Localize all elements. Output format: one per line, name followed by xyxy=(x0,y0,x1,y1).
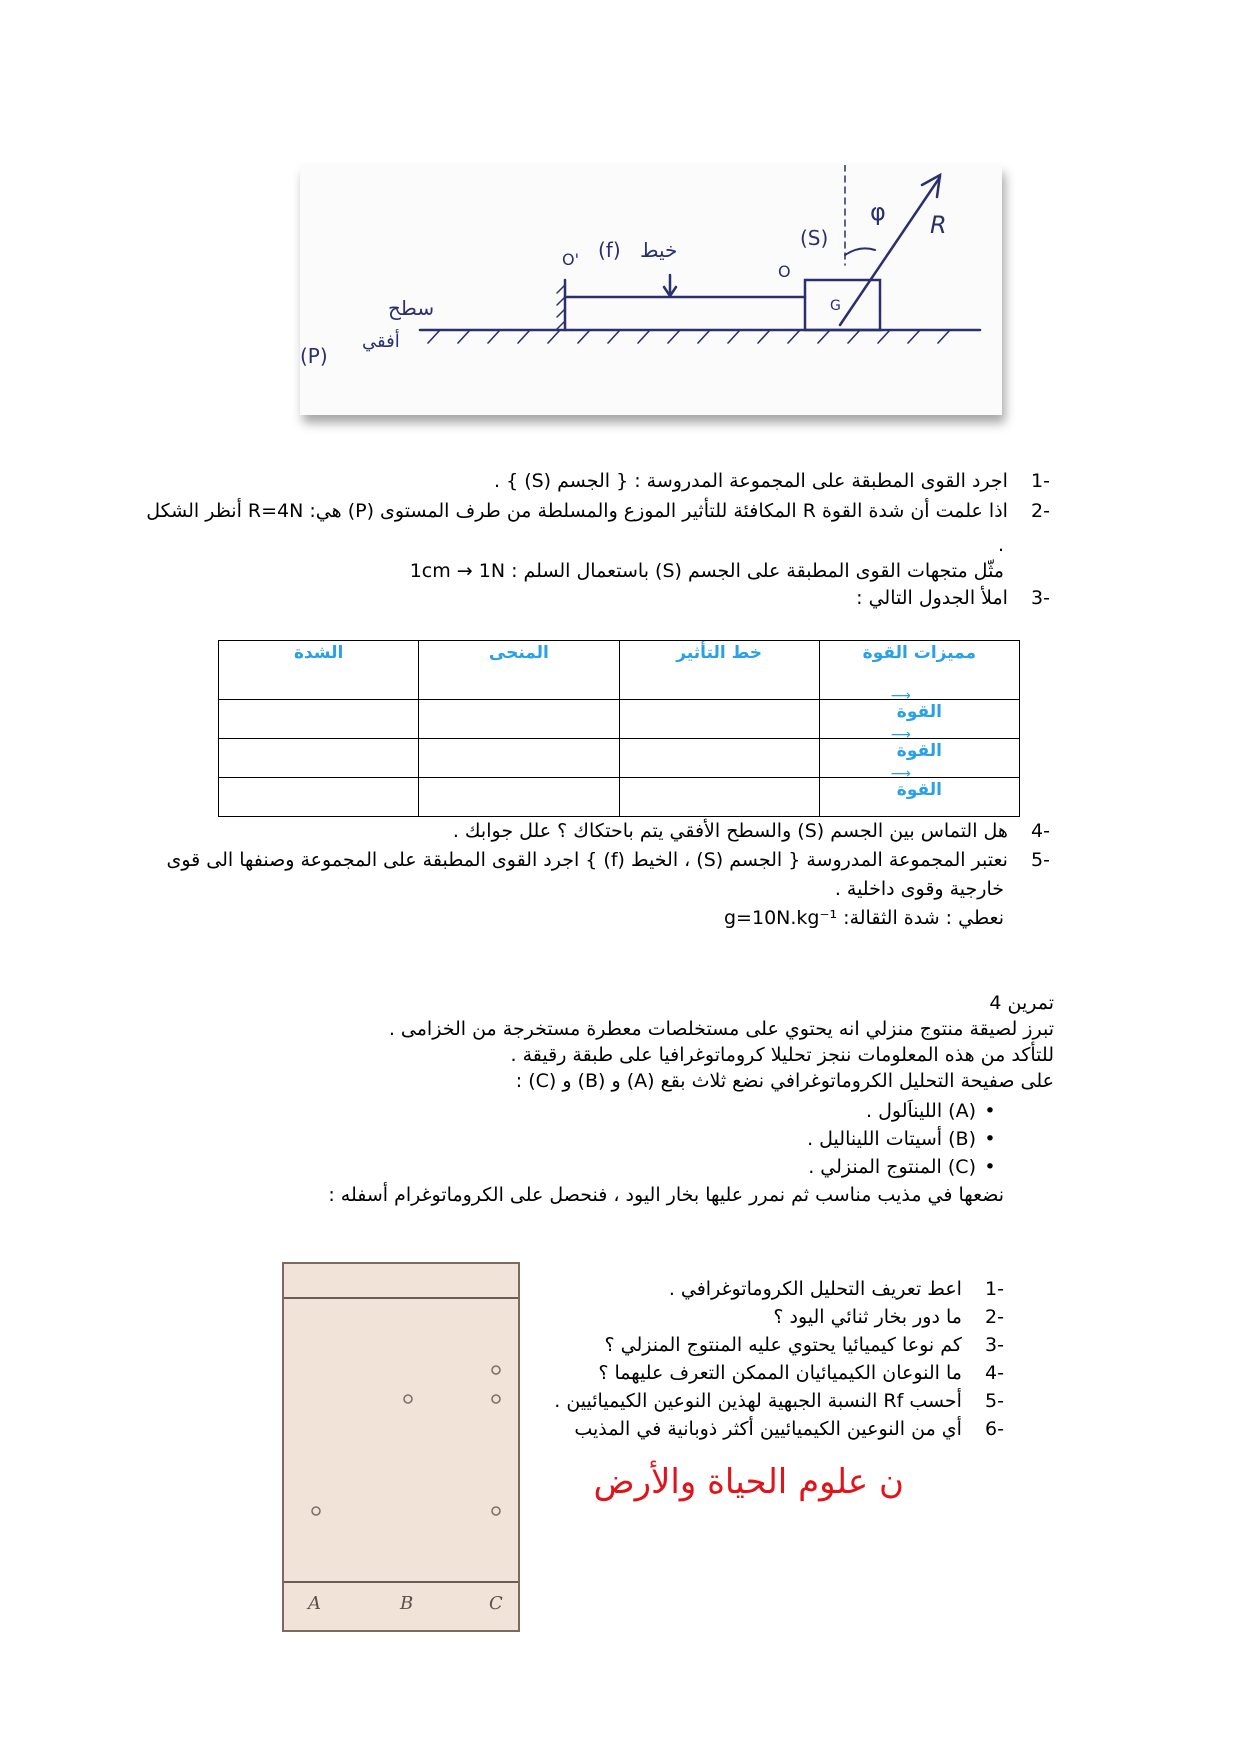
exercise-title: تمرين 4 xyxy=(989,992,1054,1014)
watermark-text: ن علوم الحياة والأرض xyxy=(593,1462,904,1502)
label-body-s: (S) xyxy=(800,226,829,250)
exercise-question-6: -6 أي من النوعين الكيميائيين أكثر ذوبانية في المذيب xyxy=(574,1418,1004,1440)
row-label: ⟶ القوة xyxy=(819,739,1019,778)
question-2: -2 اذا علمت أن شدة القوة R المكافئة للتأثير الموزع والمسلطة من طرف المستوى (P) هي: R=4N أنظر الشكل xyxy=(146,500,1050,522)
surface-hatching xyxy=(428,330,950,343)
exercise-intro-3: على صفيحة التحليل الكروماتوغرافي نضع ثلاث بقع (A) و (B) و (C) : xyxy=(515,1070,1054,1092)
label-angle: φ xyxy=(870,198,886,226)
header-direction: المنحى xyxy=(419,641,619,700)
exercise-after-text: نضعها في مذيب مناسب ثم نمرر عليها بخار اليود ، فنحصل على الكروماتوغرام أسفله : xyxy=(328,1184,1004,1206)
header-line-of-action: خط التأثير xyxy=(619,641,819,700)
label-point-o: O xyxy=(778,262,791,281)
exercise-question-3: -3 كم نوعا كيميائيا يحتوي عليه المنتوج المنزلي ؟ xyxy=(604,1334,1004,1356)
exercise-question-2: -2 ما دور بخار ثنائي اليود ؟ xyxy=(773,1306,1004,1328)
exercise-question-1: -1 اعط تعريف التحليل الكروماتوغرافي . xyxy=(668,1278,1004,1300)
question-2-continued: مثّل متجهات القوى المطبقة على الجسم (S) باستعمال السلم : 1cm → 1N xyxy=(409,560,1004,582)
label-force-r: R xyxy=(930,211,947,239)
question-1: -1 اجرد القوى المطبقة على المجموعة المدروسة : { الجسم (S) } . xyxy=(493,470,1050,492)
question-2-dot: . xyxy=(997,534,1004,556)
header-magnitude: الشدة xyxy=(219,641,419,700)
figure-body-on-plane xyxy=(300,165,1002,415)
question-4: -4 هل التماس بين الجسم (S) والسطح الأفقي يتم باحتكاك ؟ علل جوابك . xyxy=(452,820,1050,842)
list-item: •(C) المنتوج المنزلي . xyxy=(808,1156,996,1178)
spot-c-3 xyxy=(492,1507,500,1515)
label-center-g: G xyxy=(830,298,841,314)
forces-table xyxy=(218,640,1020,817)
label-plane: (P) xyxy=(300,344,328,368)
table-row xyxy=(219,778,1020,817)
label-thread-symbol: (f) xyxy=(598,238,621,262)
spot-a xyxy=(312,1507,320,1515)
given-data: نعطي : شدة الثقالة: g=10N.kg⁻¹ xyxy=(724,907,1004,929)
label-horizontal: أفقي xyxy=(362,331,400,352)
header-characteristics: مميزات القوة xyxy=(819,641,1019,700)
plane-diagram xyxy=(300,165,1002,415)
lane-label-c: C xyxy=(489,1593,503,1614)
question-5-continued: خارجية وقوى داخلية . xyxy=(834,878,1004,900)
exercise-question-5: -5 أحسب Rf النسبة الجبهية لهذين النوعين الكيميائيين . xyxy=(554,1390,1004,1412)
exercise-intro-2: للتأكد من هذه المعلومات ننجز تحليلا كروماتوغرافيا على طبقة رقيقة . xyxy=(510,1044,1054,1066)
list-item: •(A) الليناَلول . xyxy=(866,1100,996,1122)
row-label: ⟶ القوة xyxy=(819,778,1019,817)
question-5: -5 نعتبر المجموعة المدروسة { الجسم (S) ، الخيط (f) } اجرد القوى المطبقة على المجموعة وصنفها الى قوى xyxy=(166,849,1050,871)
question-3: -3 املأ الجدول التالي : xyxy=(856,587,1050,609)
lane-label-b: B xyxy=(400,1593,414,1614)
exercise-question-4: -4 ما النوعان الكيميائيان الممكن التعرف عليهما ؟ xyxy=(598,1362,1004,1384)
list-item: •(B) أسيتات الليناليل . xyxy=(807,1128,996,1150)
lane-label-a: A xyxy=(308,1593,321,1614)
label-point-o1: O' xyxy=(562,250,579,269)
angle-arc xyxy=(845,248,875,255)
label-thread: خيط xyxy=(640,238,678,262)
row-label: ⟶ القوة xyxy=(819,700,1019,739)
exercise-intro-1: تبرز لصيقة منتوج منزلي انه يحتوي على مستخلصات معطرة مستخرجة من الخزامى . xyxy=(388,1018,1054,1040)
label-surface: سطح xyxy=(388,296,435,320)
